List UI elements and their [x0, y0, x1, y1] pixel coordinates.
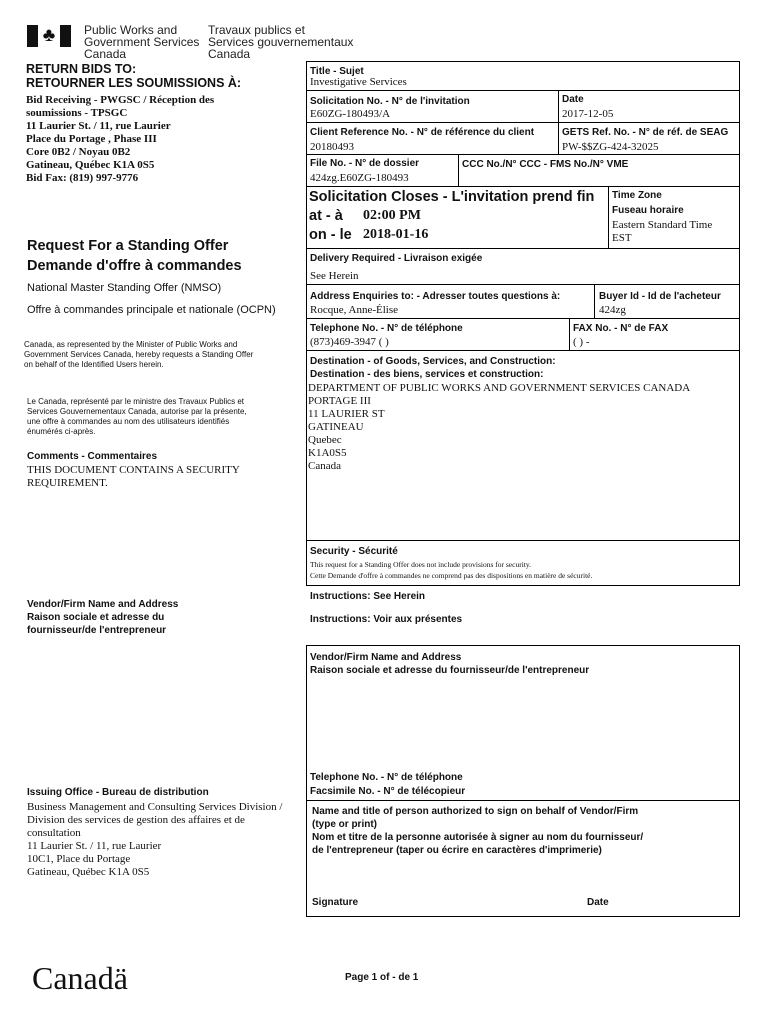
delivery-value: See Herein — [310, 270, 359, 282]
date-value: 2017-12-05 — [562, 108, 614, 120]
telephone-value: (873)469-3947 ( ) — [310, 336, 389, 348]
enquiries-value: Rocque, Anne-Élise — [310, 304, 398, 316]
file-label: File No. - N° de dossier — [310, 158, 420, 169]
authorized-person-label: Name and title of person authorized to sign on behalf of Vendor/Firm (type or print) Nom et titre de la personne autorisée à signer au nom du fournisseur/ de l'entrepreneur (taper ou écrire en caractères d'imprimerie) — [312, 806, 644, 856]
comments-text: THIS DOCUMENT CONTAINS A SECURITY REQUIREMENT. — [27, 464, 240, 489]
destination-label: Destination - of Goods, Services, and Construction: — [310, 356, 556, 367]
enquiries-label: Address Enquiries to: - Adresser toutes questions à: — [310, 291, 561, 302]
solicitation-label: Solicitation No. - N° de l'invitation — [310, 96, 470, 107]
nmso-label: National Master Standing Offer (NMSO) — [27, 282, 222, 294]
gets-value: PW-$$ZG-424-32025 — [562, 141, 659, 153]
date-label: Date — [562, 94, 584, 105]
solicitation-value: E60ZG-180493/A — [310, 108, 391, 120]
client-ref-value: 20180493 — [310, 141, 354, 153]
return-bids-section — [26, 62, 296, 185]
delivery-label: Delivery Required - Livraison exigée — [310, 253, 483, 264]
tz-value: Eastern Standard Time — [612, 219, 713, 231]
vendor-address-field[interactable] — [310, 680, 736, 768]
signature-label: Signature — [312, 897, 359, 908]
request-paragraph-fr: Le Canada, représenté par le ministre des Travaux Publics et Services Gouvernementaux Canada, autorise par la présente, une offre à commandes au nom des utilisateurs identifiés énumérés ci-après. — [27, 397, 247, 436]
file-value: 424zg.E60ZG-180493 — [310, 172, 409, 184]
request-paragraph-en: Canada, as represented by the Minister of Public Works and Government Services Canada, hereby requests a Standing Offer on behalf of the Identified Users herein. — [24, 340, 254, 369]
canada-flag-icon: ♣ — [27, 25, 71, 47]
ocpn-label: Offre à commandes principale et nationale (OCPN) — [27, 304, 276, 316]
destination-label-fr: Destination - des biens, services et construction: — [310, 369, 544, 380]
buyer-label: Buyer Id - Id de l'acheteur — [599, 291, 721, 302]
vendor-fax-label: Facsimile No. - N° de télécopieur — [310, 786, 466, 797]
return-bids-title: RETURN BIDS TO: — [26, 62, 137, 76]
closes-at-label: at - à — [309, 208, 343, 224]
tz-abbrev: EST — [612, 232, 632, 244]
page-number: Page 1 of - de 1 — [345, 972, 419, 983]
closes-date: 2018-01-16 — [363, 227, 429, 242]
vendor-label: Vendor/Firm Name and Address — [310, 652, 462, 663]
fax-label: FAX No. - N° de FAX — [573, 323, 669, 334]
title-value: Investigative Services — [310, 76, 407, 88]
destination-address: DEPARTMENT OF PUBLIC WORKS AND GOVERNMENT SERVICES CANADA PORTAGE III 11 LAURIER ST GATINEAU Quebec K1A0S5 Canada — [308, 382, 691, 472]
signature-date-label: Date — [587, 897, 609, 908]
issuing-office-address: Business Management and Consulting Services Division / Division des services de gestion des affaires et de consultation 11 Laurier St. / 11, rue Laurier 10C1, Place du Portage Gatineau, Québec K1A 0S5 — [27, 801, 283, 878]
return-bids-address: Bid Receiving - PWGSC / Réception des soumissions - TPSGC 11 Laurier St. / 11, rue Laurier Place du Portage , Phase III Core 0B2 / Noyau 0B2 Gatineau, Québec K1A 0S5 Bid Fax: (819) 997-9776 — [26, 94, 215, 184]
tz-label-fr: Fuseau horaire — [612, 205, 684, 216]
tz-label: Time Zone — [612, 190, 662, 201]
security-text-en: This request for a Standing Offer does not include provisions for security. — [310, 560, 531, 569]
fax-value: ( ) - — [573, 336, 590, 348]
telephone-label: Telephone No. - N° de téléphone — [310, 323, 463, 334]
request-title: Request For a Standing Offer Demande d'offre à commandes — [27, 238, 242, 274]
ccc-label: CCC No./N° CCC - FMS No./N° VME — [462, 159, 629, 170]
canada-wordmark: Canadä — [32, 960, 128, 996]
instructions-fr: Instructions: Voir aux présentes — [310, 614, 463, 625]
buyer-value: 424zg — [599, 304, 626, 316]
closes-time: 02:00 PM — [363, 208, 421, 223]
security-label: Security - Sécurité — [310, 546, 398, 557]
client-ref-label: Client Reference No. - N° de référence du client — [310, 127, 535, 138]
dept-name-en: Public Works and Government Services Canada — [84, 23, 200, 61]
title-label: Title - Sujet — [310, 66, 364, 77]
instructions-en: Instructions: See Herein — [310, 591, 426, 602]
closes-label: Solicitation Closes - L'invitation prend fin — [309, 189, 595, 205]
security-text-fr: Cette Demande d'offre à commandes ne comprend pas des dispositions en matière de sécurité. — [310, 571, 593, 580]
vendor-label-fr: Raison sociale et adresse du fournisseur/de l'entrepreneur — [310, 665, 590, 676]
gets-label: GETS Ref. No. - N° de réf. de SEAG — [562, 127, 729, 138]
dept-name-fr: Travaux publics et Services gouvernementaux Canada — [208, 23, 354, 61]
closes-on-label: on - le — [309, 227, 352, 243]
vendor-label-left: Vendor/Firm Name and Address Raison sociale et adresse du fournisseur/de l'entrepreneur — [27, 599, 179, 636]
comments-label: Comments - Commentaires — [27, 451, 158, 462]
vendor-telephone-label: Telephone No. - N° de téléphone — [310, 772, 463, 783]
return-bids-title-fr: RETOURNER LES SOUMISSIONS À: — [26, 76, 242, 90]
issuing-office-label: Issuing Office - Bureau de distribution — [27, 787, 209, 798]
